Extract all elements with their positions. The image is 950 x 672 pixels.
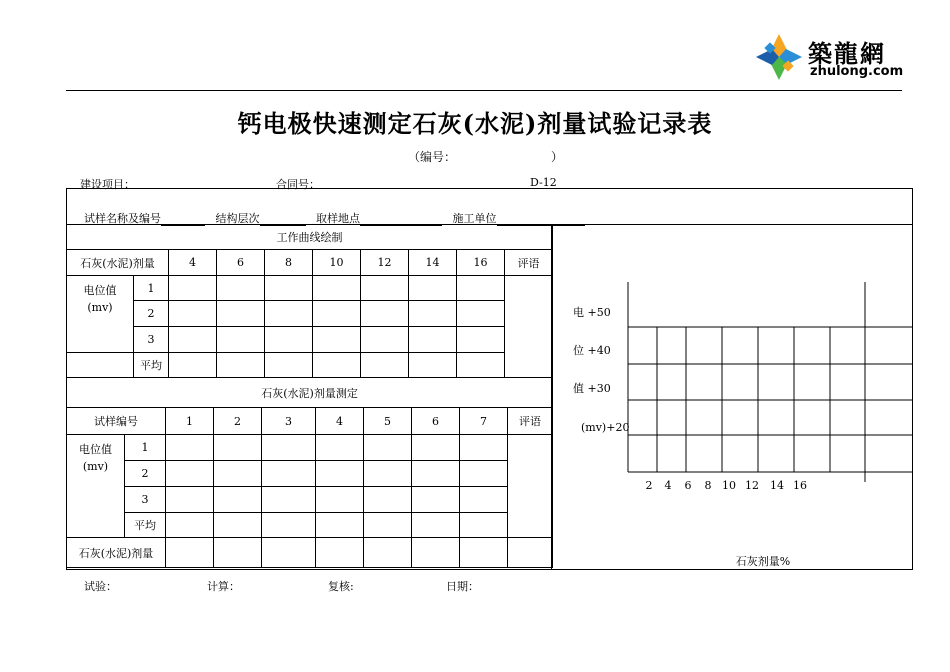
working-curve-chart	[551, 224, 913, 570]
sample-header: 7	[460, 408, 508, 435]
curve-table	[66, 224, 553, 378]
measure-potential-label: 电位值	[79, 443, 112, 456]
data-cell[interactable]	[214, 538, 262, 568]
data-cell[interactable]	[361, 301, 409, 327]
data-cell[interactable]	[217, 327, 265, 353]
x-tick-label: 10	[722, 479, 736, 492]
y-tick-label: 电 +50	[573, 306, 611, 319]
dose-header: 14	[409, 250, 457, 276]
data-cell[interactable]	[262, 487, 316, 513]
data-cell[interactable]	[457, 301, 505, 327]
form-code: D-12	[530, 176, 557, 189]
curve-row-label: 平均	[134, 353, 169, 378]
curve-dose-label: 石灰(水泥)剂量	[67, 250, 169, 276]
y-tick-label: 值 +30	[573, 382, 611, 395]
footer-date: 日期：	[446, 580, 479, 593]
measure-mv-label: (mv)	[82, 460, 109, 473]
data-cell[interactable]	[316, 435, 364, 461]
x-tick-label: 14	[770, 479, 784, 492]
curve-blank-cell	[67, 353, 134, 378]
data-cell[interactable]	[214, 513, 262, 538]
page-title: 钙电极快速测定石灰(水泥)剂量试验记录表	[237, 109, 713, 138]
data-cell[interactable]	[262, 461, 316, 487]
sample-header: 6	[412, 408, 460, 435]
y-tick-label: (mv)+20	[581, 421, 630, 434]
curve-remark-header: 评语	[505, 250, 553, 276]
data-cell[interactable]	[361, 327, 409, 353]
dose-header: 10	[313, 250, 361, 276]
data-cell[interactable]	[508, 538, 553, 568]
footer-test: 试验：	[84, 580, 117, 593]
x-tick-label: 16	[793, 479, 807, 492]
data-cell[interactable]	[313, 301, 361, 327]
data-cell[interactable]	[412, 435, 460, 461]
data-cell[interactable]	[217, 301, 265, 327]
data-cell[interactable]	[316, 461, 364, 487]
data-cell[interactable]	[409, 327, 457, 353]
data-cell[interactable]	[217, 276, 265, 301]
zhulong-logo	[750, 28, 910, 86]
sample-header: 2	[214, 408, 262, 435]
curve-row-label: 3	[134, 327, 169, 353]
data-cell[interactable]	[412, 461, 460, 487]
measure-sample-label: 试样编号	[67, 408, 166, 435]
data-cell[interactable]	[460, 538, 508, 568]
data-cell[interactable]	[265, 327, 313, 353]
data-cell[interactable]	[364, 513, 412, 538]
data-cell[interactable]	[313, 276, 361, 301]
measure-table	[66, 377, 553, 568]
x-axis-label: 石灰剂量%	[735, 555, 791, 568]
data-cell[interactable]	[214, 435, 262, 461]
measure-remark-header: 评语	[508, 408, 553, 435]
measure-row-label: 2	[125, 461, 166, 487]
curve-remark-cell[interactable]	[505, 276, 553, 378]
doc-no-label: （编号：	[408, 150, 457, 164]
data-cell[interactable]	[409, 353, 457, 378]
dose-header: 12	[361, 250, 409, 276]
dose-header: 4	[169, 250, 217, 276]
data-cell[interactable]	[364, 487, 412, 513]
measure-potential-cell	[67, 435, 125, 538]
footer-calc: 计算：	[207, 580, 240, 593]
pinwheel-logo-icon	[754, 32, 804, 82]
data-cell[interactable]	[457, 327, 505, 353]
y-tick-label: 位 +40	[573, 344, 611, 357]
data-cell[interactable]	[457, 353, 505, 378]
curve-potential-cell	[67, 276, 134, 353]
data-cell[interactable]	[313, 353, 361, 378]
curve-potential-label: 电位值	[83, 284, 117, 297]
data-cell[interactable]	[313, 327, 361, 353]
measure-dose-label: 石灰(水泥)剂量	[67, 538, 166, 568]
location-label: 取样地点	[316, 212, 360, 225]
data-cell[interactable]	[214, 461, 262, 487]
data-cell[interactable]	[460, 461, 508, 487]
data-cell[interactable]	[169, 353, 217, 378]
data-cell[interactable]	[361, 276, 409, 301]
data-cell[interactable]	[217, 353, 265, 378]
curve-row-label: 2	[134, 301, 169, 327]
data-cell[interactable]	[409, 301, 457, 327]
data-cell[interactable]	[214, 487, 262, 513]
data-cell[interactable]	[457, 276, 505, 301]
curve-heading: 工作曲线绘制	[67, 225, 553, 250]
measure-row-label: 1	[125, 435, 166, 461]
data-cell[interactable]	[166, 513, 214, 538]
sample-header: 4	[316, 408, 364, 435]
sample-header: 5	[364, 408, 412, 435]
header-rule	[66, 90, 902, 91]
unit-label: 施工单位	[452, 212, 497, 225]
curve-row-label: 1	[134, 276, 169, 301]
brand-en: zhulong.com	[810, 64, 904, 79]
data-cell[interactable]	[460, 487, 508, 513]
project-label: 建设项目：	[80, 178, 135, 191]
x-tick-label: 4	[664, 479, 672, 492]
data-cell[interactable]	[166, 461, 214, 487]
data-cell[interactable]	[412, 487, 460, 513]
data-cell[interactable]	[169, 301, 217, 327]
dose-header: 6	[217, 250, 265, 276]
data-cell[interactable]	[169, 327, 217, 353]
sample-header: 3	[262, 408, 316, 435]
data-cell[interactable]	[262, 435, 316, 461]
x-tick-label: 6	[684, 479, 692, 492]
data-cell[interactable]	[265, 301, 313, 327]
data-cell[interactable]	[364, 435, 412, 461]
data-cell[interactable]	[166, 435, 214, 461]
x-tick-label: 8	[704, 479, 712, 492]
x-tick-label: 2	[645, 479, 653, 492]
data-cell[interactable]	[262, 513, 316, 538]
data-cell[interactable]	[364, 461, 412, 487]
data-cell[interactable]	[412, 538, 460, 568]
data-cell[interactable]	[316, 487, 364, 513]
contract-label: 合同号：	[276, 178, 320, 191]
measure-remark-cell[interactable]	[508, 435, 553, 538]
doc-no-close: ）	[551, 150, 564, 164]
data-cell[interactable]	[166, 538, 214, 568]
sample-header: 1	[166, 408, 214, 435]
data-cell[interactable]	[169, 276, 217, 301]
data-cell[interactable]	[361, 353, 409, 378]
brand-cn: 築龍網	[808, 39, 886, 68]
data-cell[interactable]	[262, 538, 316, 568]
data-cell[interactable]	[316, 538, 364, 568]
x-tick-label: 12	[745, 479, 759, 492]
measure-row-label: 平均	[125, 513, 166, 538]
measure-heading: 石灰(水泥)剂量测定	[67, 378, 553, 408]
data-cell[interactable]	[166, 487, 214, 513]
data-cell[interactable]	[460, 435, 508, 461]
data-cell[interactable]	[412, 513, 460, 538]
data-cell[interactable]	[265, 276, 313, 301]
layer-label: 结构层次	[215, 212, 260, 225]
data-cell[interactable]	[364, 538, 412, 568]
data-cell[interactable]	[460, 513, 508, 538]
dose-header: 16	[457, 250, 505, 276]
sample-name-label: 试样名称及编号	[84, 212, 161, 225]
data-cell[interactable]	[409, 276, 457, 301]
data-cell[interactable]	[265, 353, 313, 378]
curve-mv-label: (mv)	[87, 301, 113, 314]
data-cell[interactable]	[316, 513, 364, 538]
footer-review: 复核:	[328, 580, 354, 593]
dose-header: 8	[265, 250, 313, 276]
measure-row-label: 3	[125, 487, 166, 513]
